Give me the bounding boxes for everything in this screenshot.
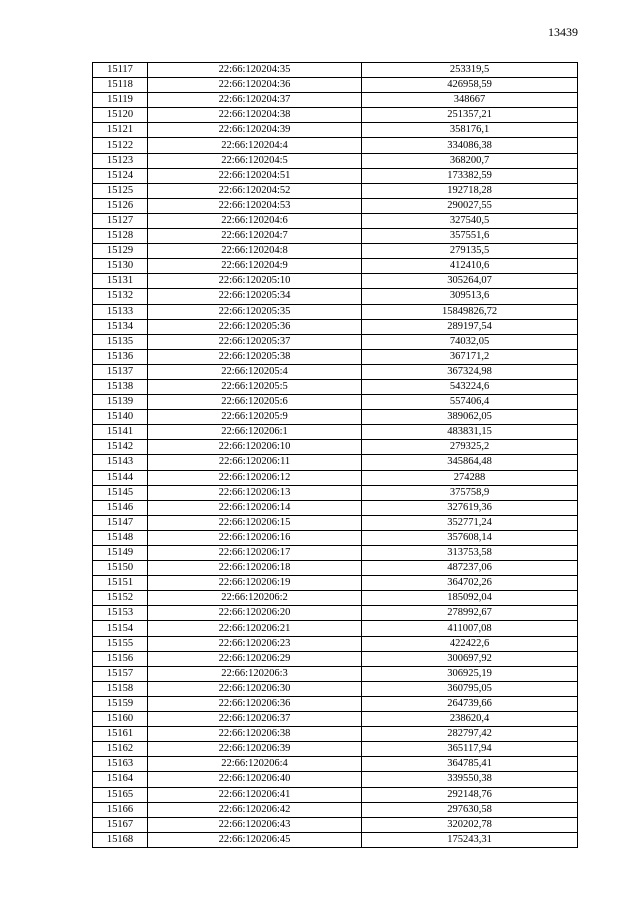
cadastral-number-cell: 22:66:120206:16 <box>148 530 362 545</box>
page-number: 13439 <box>548 25 578 39</box>
cadastral-number-cell: 22:66:120204:37 <box>148 93 362 108</box>
value-cell: 327540,5 <box>362 213 578 228</box>
row-number-cell: 15127 <box>93 213 148 228</box>
table-row <box>93 93 578 108</box>
table-row <box>93 123 578 138</box>
table-row <box>93 772 578 787</box>
value-cell: 279325,2 <box>362 440 578 455</box>
cadastral-number-cell: 22:66:120206:3 <box>148 666 362 681</box>
table-row <box>93 651 578 666</box>
table-row <box>93 500 578 515</box>
row-number-cell: 15134 <box>93 319 148 334</box>
cadastral-value-table <box>92 62 578 848</box>
value-cell: 15849826,72 <box>362 304 578 319</box>
row-number-cell: 15132 <box>93 289 148 304</box>
table-row <box>93 636 578 651</box>
table-row <box>93 440 578 455</box>
table-row <box>93 546 578 561</box>
row-number-cell: 15166 <box>93 802 148 817</box>
value-cell: 238620,4 <box>362 712 578 727</box>
table-row <box>93 138 578 153</box>
table-row <box>93 757 578 772</box>
row-number-cell: 15165 <box>93 787 148 802</box>
table-row <box>93 229 578 244</box>
row-number-cell: 15154 <box>93 621 148 636</box>
value-cell: 289197,54 <box>362 319 578 334</box>
row-number-cell: 15137 <box>93 364 148 379</box>
cadastral-number-cell: 22:66:120204:35 <box>148 63 362 78</box>
value-cell: 357551,6 <box>362 229 578 244</box>
value-cell: 365117,94 <box>362 742 578 757</box>
value-cell: 483831,15 <box>362 425 578 440</box>
value-cell: 352771,24 <box>362 515 578 530</box>
cadastral-number-cell: 22:66:120204:39 <box>148 123 362 138</box>
value-cell: 360795,05 <box>362 681 578 696</box>
row-number-cell: 15152 <box>93 591 148 606</box>
table-row <box>93 364 578 379</box>
cadastral-number-cell: 22:66:120206:39 <box>148 742 362 757</box>
value-cell: 305264,07 <box>362 274 578 289</box>
table-row <box>93 168 578 183</box>
row-number-cell: 15120 <box>93 108 148 123</box>
value-cell: 367324,98 <box>362 364 578 379</box>
cadastral-number-cell: 22:66:120206:4 <box>148 757 362 772</box>
row-number-cell: 15138 <box>93 379 148 394</box>
table-row <box>93 485 578 500</box>
value-cell: 74032,05 <box>362 334 578 349</box>
row-number-cell: 15158 <box>93 681 148 696</box>
value-cell: 367171,2 <box>362 349 578 364</box>
row-number-cell: 15141 <box>93 425 148 440</box>
cadastral-number-cell: 22:66:120206:41 <box>148 787 362 802</box>
row-number-cell: 15146 <box>93 500 148 515</box>
value-cell: 543224,6 <box>362 379 578 394</box>
value-cell: 364785,41 <box>362 757 578 772</box>
table-row <box>93 274 578 289</box>
cadastral-number-cell: 22:66:120206:11 <box>148 455 362 470</box>
value-cell: 278992,67 <box>362 606 578 621</box>
row-number-cell: 15131 <box>93 274 148 289</box>
row-number-cell: 15117 <box>93 63 148 78</box>
table-row <box>93 606 578 621</box>
cadastral-number-cell: 22:66:120204:36 <box>148 78 362 93</box>
value-cell: 282797,42 <box>362 727 578 742</box>
row-number-cell: 15125 <box>93 183 148 198</box>
table-row <box>93 63 578 78</box>
value-cell: 327619,36 <box>362 500 578 515</box>
table-row <box>93 470 578 485</box>
value-cell: 306925,19 <box>362 666 578 681</box>
cadastral-number-cell: 22:66:120206:1 <box>148 425 362 440</box>
row-number-cell: 15159 <box>93 696 148 711</box>
table-row <box>93 530 578 545</box>
table-row <box>93 183 578 198</box>
row-number-cell: 15126 <box>93 198 148 213</box>
cadastral-number-cell: 22:66:120206:42 <box>148 802 362 817</box>
value-cell: 348667 <box>362 93 578 108</box>
row-number-cell: 15155 <box>93 636 148 651</box>
row-number-cell: 15124 <box>93 168 148 183</box>
cadastral-number-cell: 22:66:120205:36 <box>148 319 362 334</box>
row-number-cell: 15118 <box>93 78 148 93</box>
cadastral-number-cell: 22:66:120204:5 <box>148 153 362 168</box>
row-number-cell: 15142 <box>93 440 148 455</box>
row-number-cell: 15148 <box>93 530 148 545</box>
value-cell: 173382,59 <box>362 168 578 183</box>
row-number-cell: 15135 <box>93 334 148 349</box>
row-number-cell: 15123 <box>93 153 148 168</box>
value-cell: 290027,55 <box>362 198 578 213</box>
cadastral-number-cell: 22:66:120205:10 <box>148 274 362 289</box>
table-row <box>93 832 578 847</box>
value-cell: 412410,6 <box>362 259 578 274</box>
row-number-cell: 15129 <box>93 244 148 259</box>
row-number-cell: 15143 <box>93 455 148 470</box>
row-number-cell: 15160 <box>93 712 148 727</box>
cadastral-number-cell: 22:66:120204:6 <box>148 213 362 228</box>
table-row <box>93 213 578 228</box>
cadastral-number-cell: 22:66:120205:4 <box>148 364 362 379</box>
cadastral-number-cell: 22:66:120205:6 <box>148 395 362 410</box>
value-cell: 300697,92 <box>362 651 578 666</box>
cadastral-number-cell: 22:66:120206:29 <box>148 651 362 666</box>
table-row <box>93 561 578 576</box>
row-number-cell: 15168 <box>93 832 148 847</box>
value-cell: 357608,14 <box>362 530 578 545</box>
table-row <box>93 712 578 727</box>
table-row <box>93 108 578 123</box>
table-row <box>93 425 578 440</box>
table-body <box>93 63 578 848</box>
cadastral-number-cell: 22:66:120206:36 <box>148 696 362 711</box>
table-row <box>93 153 578 168</box>
table-row <box>93 515 578 530</box>
row-number-cell: 15149 <box>93 546 148 561</box>
cadastral-number-cell: 22:66:120204:38 <box>148 108 362 123</box>
value-cell: 334086,38 <box>362 138 578 153</box>
cadastral-number-cell: 22:66:120206:2 <box>148 591 362 606</box>
row-number-cell: 15130 <box>93 259 148 274</box>
cadastral-number-cell: 22:66:120204:51 <box>148 168 362 183</box>
value-cell: 426958,59 <box>362 78 578 93</box>
table-row <box>93 244 578 259</box>
cadastral-number-cell: 22:66:120206:40 <box>148 772 362 787</box>
value-cell: 175243,31 <box>362 832 578 847</box>
row-number-cell: 15163 <box>93 757 148 772</box>
cadastral-number-cell: 22:66:120206:17 <box>148 546 362 561</box>
row-number-cell: 15136 <box>93 349 148 364</box>
cadastral-number-cell: 22:66:120205:34 <box>148 289 362 304</box>
row-number-cell: 15167 <box>93 817 148 832</box>
value-cell: 411007,08 <box>362 621 578 636</box>
cadastral-number-cell: 22:66:120204:8 <box>148 244 362 259</box>
row-number-cell: 15139 <box>93 395 148 410</box>
cadastral-number-cell: 22:66:120206:21 <box>148 621 362 636</box>
table-row <box>93 319 578 334</box>
table-row <box>93 681 578 696</box>
table-row <box>93 576 578 591</box>
row-number-cell: 15161 <box>93 727 148 742</box>
row-number-cell: 15122 <box>93 138 148 153</box>
cadastral-number-cell: 22:66:120205:5 <box>148 379 362 394</box>
table-row <box>93 334 578 349</box>
table-row <box>93 817 578 832</box>
row-number-cell: 15147 <box>93 515 148 530</box>
table-row <box>93 727 578 742</box>
value-cell: 274288 <box>362 470 578 485</box>
value-cell: 375758,9 <box>362 485 578 500</box>
table-row <box>93 696 578 711</box>
row-number-cell: 15121 <box>93 123 148 138</box>
row-number-cell: 15150 <box>93 561 148 576</box>
value-cell: 292148,76 <box>362 787 578 802</box>
table-row <box>93 259 578 274</box>
value-cell: 313753,58 <box>362 546 578 561</box>
table-row <box>93 742 578 757</box>
value-cell: 297630,58 <box>362 802 578 817</box>
table-row <box>93 591 578 606</box>
table-row <box>93 666 578 681</box>
row-number-cell: 15133 <box>93 304 148 319</box>
value-cell: 320202,78 <box>362 817 578 832</box>
table-row <box>93 379 578 394</box>
table-row <box>93 289 578 304</box>
cadastral-number-cell: 22:66:120205:38 <box>148 349 362 364</box>
row-number-cell: 15153 <box>93 606 148 621</box>
cadastral-number-cell: 22:66:120206:14 <box>148 500 362 515</box>
table-row <box>93 395 578 410</box>
cadastral-number-cell: 22:66:120205:37 <box>148 334 362 349</box>
value-cell: 368200,7 <box>362 153 578 168</box>
value-cell: 487237,06 <box>362 561 578 576</box>
row-number-cell: 15145 <box>93 485 148 500</box>
cadastral-number-cell: 22:66:120206:13 <box>148 485 362 500</box>
value-cell: 557406,4 <box>362 395 578 410</box>
cadastral-number-cell: 22:66:120204:52 <box>148 183 362 198</box>
table-row <box>93 455 578 470</box>
cadastral-number-cell: 22:66:120204:7 <box>148 229 362 244</box>
row-number-cell: 15162 <box>93 742 148 757</box>
row-number-cell: 15151 <box>93 576 148 591</box>
value-cell: 422422,6 <box>362 636 578 651</box>
value-cell: 358176,1 <box>362 123 578 138</box>
cadastral-number-cell: 22:66:120204:53 <box>148 198 362 213</box>
value-cell: 364702,26 <box>362 576 578 591</box>
cadastral-number-cell: 22:66:120204:4 <box>148 138 362 153</box>
row-number-cell: 15157 <box>93 666 148 681</box>
table-row <box>93 621 578 636</box>
cadastral-number-cell: 22:66:120206:18 <box>148 561 362 576</box>
value-cell: 309513,6 <box>362 289 578 304</box>
value-cell: 339550,38 <box>362 772 578 787</box>
cadastral-number-cell: 22:66:120206:19 <box>148 576 362 591</box>
cadastral-number-cell: 22:66:120206:38 <box>148 727 362 742</box>
value-cell: 279135,5 <box>362 244 578 259</box>
value-cell: 253319,5 <box>362 63 578 78</box>
row-number-cell: 15128 <box>93 229 148 244</box>
row-number-cell: 15156 <box>93 651 148 666</box>
table-row <box>93 78 578 93</box>
row-number-cell: 15119 <box>93 93 148 108</box>
table-row <box>93 787 578 802</box>
cadastral-number-cell: 22:66:120206:10 <box>148 440 362 455</box>
cadastral-number-cell: 22:66:120206:23 <box>148 636 362 651</box>
table-row <box>93 802 578 817</box>
cadastral-number-cell: 22:66:120205:9 <box>148 410 362 425</box>
table-row <box>93 198 578 213</box>
cadastral-number-cell: 22:66:120206:30 <box>148 681 362 696</box>
value-cell: 192718,28 <box>362 183 578 198</box>
value-cell: 251357,21 <box>362 108 578 123</box>
table-row <box>93 304 578 319</box>
table-row <box>93 349 578 364</box>
cadastral-number-cell: 22:66:120206:43 <box>148 817 362 832</box>
cadastral-number-cell: 22:66:120204:9 <box>148 259 362 274</box>
value-cell: 185092,04 <box>362 591 578 606</box>
value-cell: 264739,66 <box>362 696 578 711</box>
cadastral-number-cell: 22:66:120206:12 <box>148 470 362 485</box>
cadastral-number-cell: 22:66:120205:35 <box>148 304 362 319</box>
cadastral-number-cell: 22:66:120206:45 <box>148 832 362 847</box>
value-cell: 389062,05 <box>362 410 578 425</box>
cadastral-number-cell: 22:66:120206:37 <box>148 712 362 727</box>
cadastral-number-cell: 22:66:120206:20 <box>148 606 362 621</box>
cadastral-number-cell: 22:66:120206:15 <box>148 515 362 530</box>
row-number-cell: 15164 <box>93 772 148 787</box>
row-number-cell: 15140 <box>93 410 148 425</box>
row-number-cell: 15144 <box>93 470 148 485</box>
value-cell: 345864,48 <box>362 455 578 470</box>
table-row <box>93 410 578 425</box>
